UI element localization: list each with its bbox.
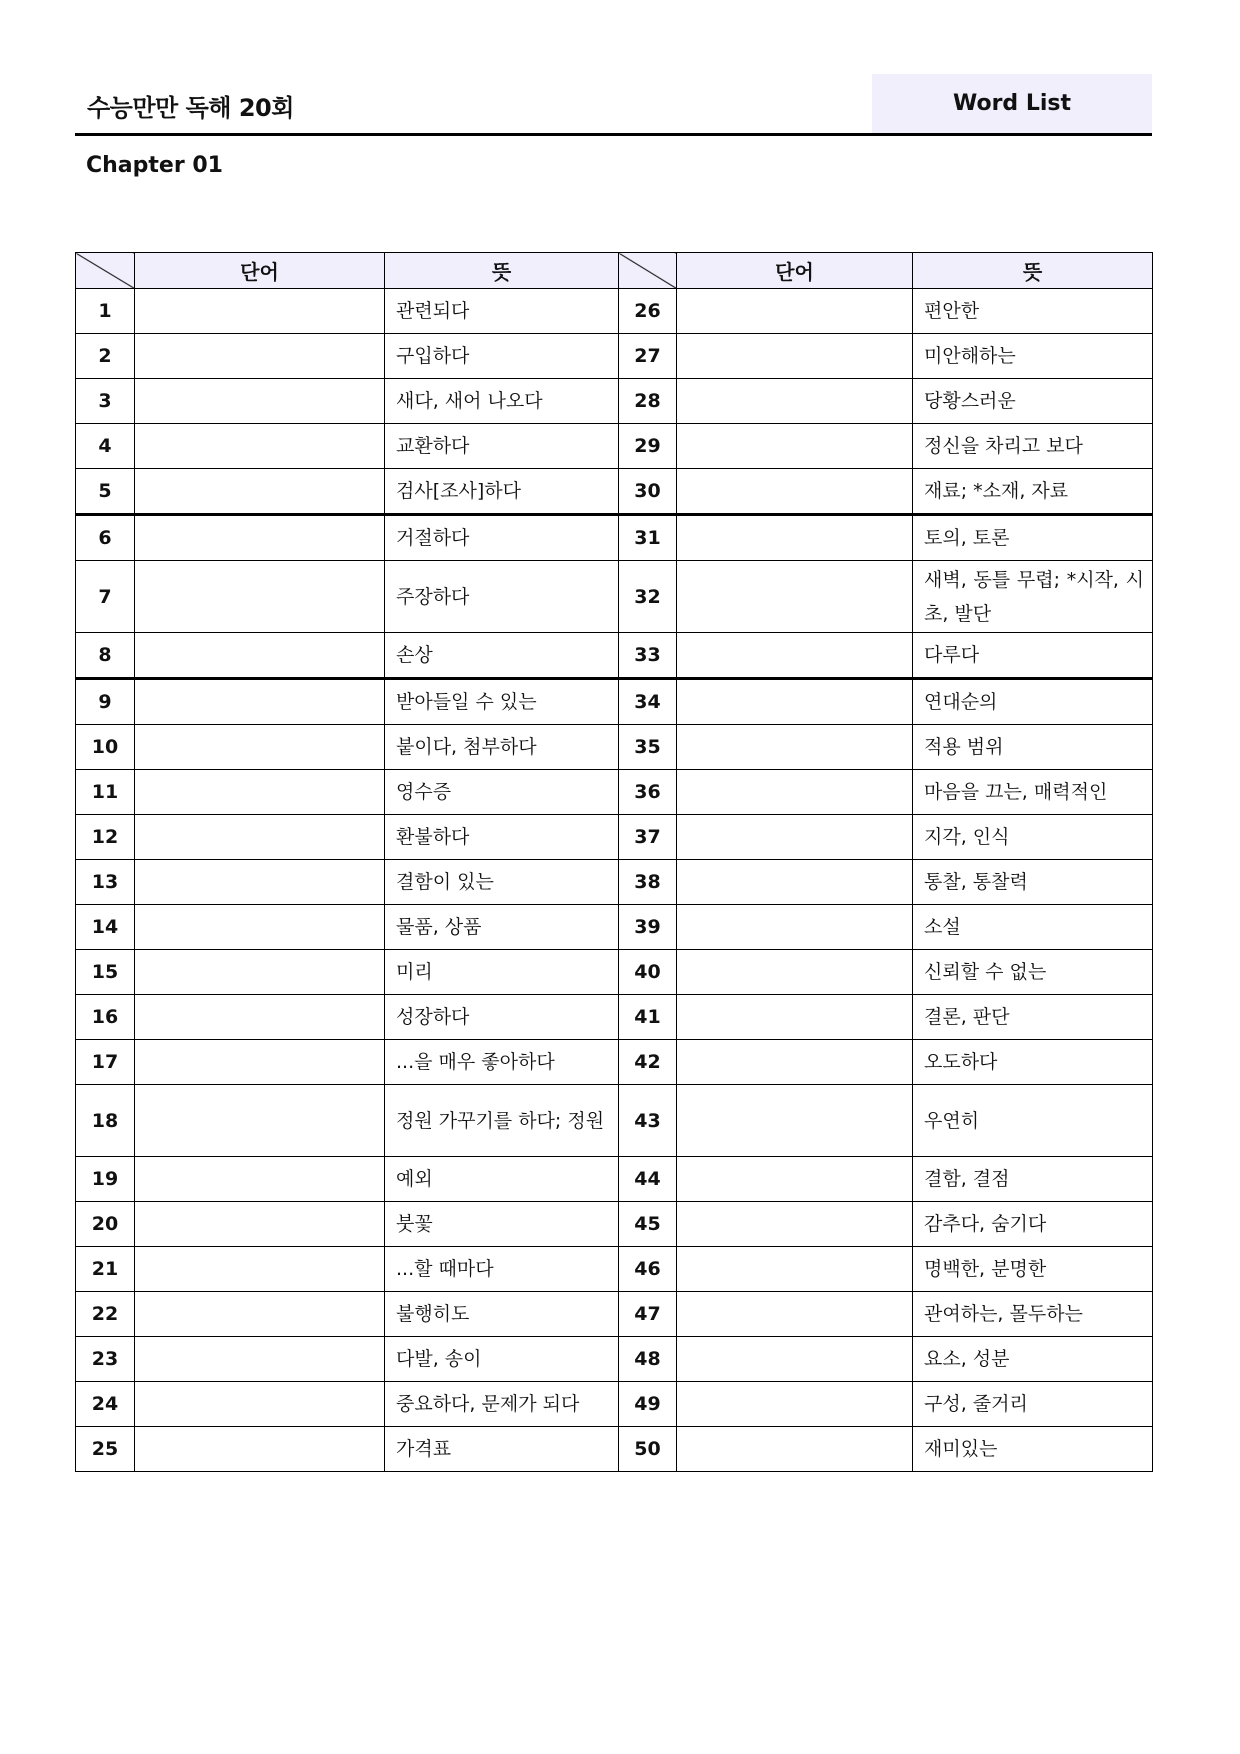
word-answer-cell[interactable] [135,950,385,995]
meaning-cell: 주장하다 [385,561,619,633]
meaning-cell: 구입하다 [385,334,619,379]
row-number: 27 [619,334,677,379]
meaning-cell: 연대순의 [913,679,1153,725]
row-number: 19 [76,1157,135,1202]
word-answer-cell[interactable] [677,1085,913,1157]
word-answer-cell[interactable] [677,1202,913,1247]
row-number: 36 [619,770,677,815]
row-number: 22 [76,1292,135,1337]
meaning-cell: 결론, 판단 [913,995,1153,1040]
table-row [76,379,1153,424]
word-answer-cell[interactable] [135,289,385,334]
row-number: 15 [76,950,135,995]
column-header-meaning: 뜻 [913,253,1153,289]
meaning-cell: 마음을 끄는, 매력적인 [913,770,1153,815]
table-row [76,1382,1153,1427]
column-header-word: 단어 [135,253,385,289]
word-answer-cell[interactable] [677,1382,913,1427]
column-header-word: 단어 [677,253,913,289]
meaning-cell: 통찰, 통찰력 [913,860,1153,905]
row-number: 49 [619,1382,677,1427]
table-row [76,950,1153,995]
diagonal-corner-cell [619,253,677,289]
row-number: 20 [76,1202,135,1247]
word-answer-cell[interactable] [677,815,913,860]
row-number: 11 [76,770,135,815]
row-number: 14 [76,905,135,950]
row-number: 30 [619,469,677,515]
meaning-cell: 붓꽃 [385,1202,619,1247]
row-number: 1 [76,289,135,334]
table-row [76,1157,1153,1202]
meaning-cell: 명백한, 분명한 [913,1247,1153,1292]
chapter-title: Chapter 01 [86,153,223,178]
word-answer-cell[interactable] [677,1427,913,1472]
word-answer-cell[interactable] [677,379,913,424]
meaning-cell: 불행히도 [385,1292,619,1337]
meaning-cell: 영수증 [385,770,619,815]
word-answer-cell[interactable] [135,515,385,561]
table-row [76,995,1153,1040]
meaning-cell: 검사[조사]하다 [385,469,619,515]
word-answer-cell[interactable] [677,770,913,815]
word-answer-cell[interactable] [135,679,385,725]
document-title: 수능만만 독해 20회 [87,94,294,122]
word-answer-cell[interactable] [677,905,913,950]
meaning-cell: 물품, 상품 [385,905,619,950]
row-number: 45 [619,1202,677,1247]
meaning-cell: 재미있는 [913,1427,1153,1472]
row-number: 23 [76,1337,135,1382]
meaning-cell: 관여하는, 몰두하는 [913,1292,1153,1337]
meaning-cell: 손상 [385,633,619,679]
meaning-cell: 정원 가꾸기를 하다; 정원 [385,1085,619,1157]
table-row [76,1202,1153,1247]
table-row [76,1337,1153,1382]
row-number: 16 [76,995,135,1040]
word-answer-cell[interactable] [135,633,385,679]
meaning-cell: 오도하다 [913,1040,1153,1085]
table-row [76,424,1153,469]
row-number: 47 [619,1292,677,1337]
table-row [76,334,1153,379]
row-number: 24 [76,1382,135,1427]
meaning-cell: 가격표 [385,1427,619,1472]
row-number: 46 [619,1247,677,1292]
row-number: 35 [619,725,677,770]
table-row [76,1085,1153,1157]
row-number: 34 [619,679,677,725]
word-answer-cell[interactable] [135,770,385,815]
row-number: 3 [76,379,135,424]
row-number: 50 [619,1427,677,1472]
meaning-cell: 미안해하는 [913,334,1153,379]
word-answer-cell[interactable] [677,1292,913,1337]
word-answer-cell[interactable] [677,950,913,995]
row-number: 9 [76,679,135,725]
word-answer-cell[interactable] [135,815,385,860]
word-answer-cell[interactable] [677,725,913,770]
word-answer-cell[interactable] [677,515,913,561]
word-answer-cell[interactable] [677,995,913,1040]
word-answer-cell[interactable] [135,1202,385,1247]
header-divider [75,133,1152,136]
word-answer-cell[interactable] [677,860,913,905]
table-row [76,633,1153,679]
meaning-cell: 토의, 토론 [913,515,1153,561]
meaning-cell: 적용 범위 [913,725,1153,770]
row-number: 48 [619,1337,677,1382]
meaning-cell: 소설 [913,905,1153,950]
row-number: 12 [76,815,135,860]
meaning-cell: 환불하다 [385,815,619,860]
word-answer-cell[interactable] [677,1247,913,1292]
table-row [76,725,1153,770]
word-answer-cell[interactable] [135,905,385,950]
table-row [76,469,1153,515]
diagonal-corner-cell [76,253,135,289]
word-answer-cell[interactable] [135,424,385,469]
row-number: 37 [619,815,677,860]
row-number: 7 [76,561,135,633]
meaning-cell: 구성, 줄거리 [913,1382,1153,1427]
word-answer-cell[interactable] [135,561,385,633]
word-answer-cell[interactable] [135,1085,385,1157]
word-answer-cell[interactable] [677,424,913,469]
word-answer-cell[interactable] [135,725,385,770]
meaning-cell: 편안한 [913,289,1153,334]
word-list-badge: Word List [872,74,1152,133]
row-number: 25 [76,1427,135,1472]
row-number: 40 [619,950,677,995]
page-header [75,74,1152,133]
row-number: 38 [619,860,677,905]
row-number: 28 [619,379,677,424]
meaning-cell: 신뢰할 수 없는 [913,950,1153,995]
row-number: 29 [619,424,677,469]
word-answer-cell[interactable] [677,1040,913,1085]
row-number: 17 [76,1040,135,1085]
row-number: 21 [76,1247,135,1292]
meaning-cell: 거절하다 [385,515,619,561]
meaning-cell: 관련되다 [385,289,619,334]
meaning-cell: 결함, 결점 [913,1157,1153,1202]
table-row [76,289,1153,334]
meaning-cell: 교환하다 [385,424,619,469]
row-number: 2 [76,334,135,379]
row-number: 4 [76,424,135,469]
table-row [76,515,1153,561]
meaning-cell: 새벽, 동틀 무렵; *시작, 시초, 발단 [913,561,1153,633]
word-answer-cell[interactable] [135,1337,385,1382]
row-number: 8 [76,633,135,679]
meaning-cell: 미리 [385,950,619,995]
row-number: 10 [76,725,135,770]
row-number: 33 [619,633,677,679]
word-answer-cell[interactable] [135,995,385,1040]
table-row [76,815,1153,860]
row-number: 26 [619,289,677,334]
table-row [76,679,1153,725]
word-answer-cell[interactable] [135,379,385,424]
word-answer-cell[interactable] [677,679,913,725]
row-number: 32 [619,561,677,633]
row-number: 31 [619,515,677,561]
meaning-cell: 성장하다 [385,995,619,1040]
word-answer-cell[interactable] [135,860,385,905]
meaning-cell: 중요하다, 문제가 되다 [385,1382,619,1427]
row-number: 41 [619,995,677,1040]
row-number: 18 [76,1085,135,1157]
meaning-cell: 받아들일 수 있는 [385,679,619,725]
word-list-table [75,252,1153,1472]
meaning-cell: 결함이 있는 [385,860,619,905]
meaning-cell: ...을 매우 좋아하다 [385,1040,619,1085]
table-row [76,905,1153,950]
word-answer-cell[interactable] [135,1292,385,1337]
word-answer-cell[interactable] [677,334,913,379]
row-number: 6 [76,515,135,561]
meaning-cell: 재료; *소재, 자료 [913,469,1153,515]
meaning-cell: 당황스러운 [913,379,1153,424]
table-row [76,770,1153,815]
word-answer-cell[interactable] [677,561,913,633]
meaning-cell: 새다, 새어 나오다 [385,379,619,424]
word-answer-cell[interactable] [677,1157,913,1202]
word-answer-cell[interactable] [677,469,913,515]
column-header-meaning: 뜻 [385,253,619,289]
row-number: 5 [76,469,135,515]
row-number: 39 [619,905,677,950]
row-number: 42 [619,1040,677,1085]
table-row [76,1040,1153,1085]
meaning-cell: 감추다, 숨기다 [913,1202,1153,1247]
meaning-cell: 다루다 [913,633,1153,679]
meaning-cell: 지각, 인식 [913,815,1153,860]
meaning-cell: 요소, 성분 [913,1337,1153,1382]
row-number: 13 [76,860,135,905]
word-answer-cell[interactable] [135,1382,385,1427]
word-answer-cell[interactable] [677,1337,913,1382]
meaning-cell: 정신을 차리고 보다 [913,424,1153,469]
table-row [76,1292,1153,1337]
table-row [76,561,1153,633]
table-header-row [76,253,1153,289]
table-row [76,1427,1153,1472]
word-answer-cell[interactable] [135,1157,385,1202]
table-row [76,1247,1153,1292]
table-row [76,860,1153,905]
word-answer-cell[interactable] [135,1247,385,1292]
word-answer-cell[interactable] [135,1040,385,1085]
word-answer-cell[interactable] [135,469,385,515]
meaning-cell: 다발, 송이 [385,1337,619,1382]
row-number: 44 [619,1157,677,1202]
word-answer-cell[interactable] [135,1427,385,1472]
meaning-cell: ...할 때마다 [385,1247,619,1292]
meaning-cell: 붙이다, 첨부하다 [385,725,619,770]
word-answer-cell[interactable] [677,633,913,679]
row-number: 43 [619,1085,677,1157]
meaning-cell: 예외 [385,1157,619,1202]
meaning-cell: 우연히 [913,1085,1153,1157]
word-answer-cell[interactable] [135,334,385,379]
word-answer-cell[interactable] [677,289,913,334]
